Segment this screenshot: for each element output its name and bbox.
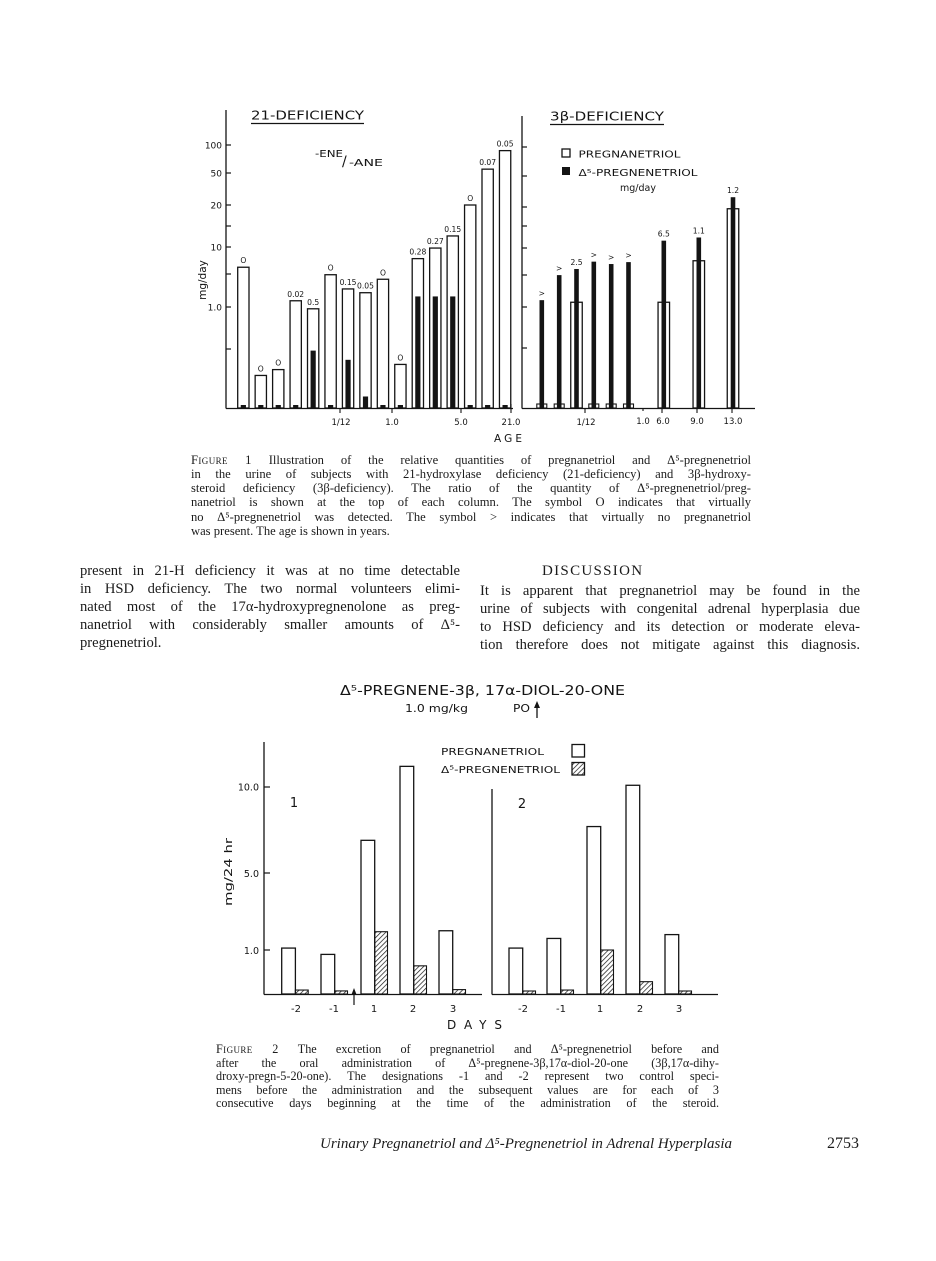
fig1-ytick-label: 10 xyxy=(210,243,222,254)
fig2-bar-pregnenetriol xyxy=(414,966,427,994)
fig1-bar-pregnanetriol xyxy=(465,205,476,408)
body-line: pregnenetriol. xyxy=(80,635,162,651)
fig2-bar-pregnanetriol xyxy=(282,948,296,994)
body-line: nated most of the 17α-hydroxypregnenolone as preg- xyxy=(80,599,460,615)
fig1-column-label: 0.27 xyxy=(426,237,444,247)
fig2-category-label: -2 xyxy=(291,1004,301,1015)
fig1-bar-pregnenetriol xyxy=(592,262,597,408)
fig1-bar-pregnenetriol-trace xyxy=(276,405,281,408)
fig2-bar-pregnenetriol xyxy=(561,990,574,994)
fig2-ytick-label: 1.0 xyxy=(243,946,259,957)
fig2-bar-pregnanetriol xyxy=(361,840,375,994)
fig1-column-label: > xyxy=(556,264,563,274)
fig2-category-label: 3 xyxy=(675,1004,683,1015)
fig1-bar-pregnenetriol xyxy=(345,360,350,408)
fig1-column-label: 0.15 xyxy=(444,224,462,234)
fig2-bar-pregnanetriol xyxy=(321,954,335,994)
fig2-category-label: 1 xyxy=(596,1004,604,1015)
fig1-bar-pregnenetriol xyxy=(662,241,667,408)
fig1-bar-pregnenetriol-trace xyxy=(468,405,473,408)
fig2-ytick-label: 5.0 xyxy=(243,869,259,880)
fig1-xtick-label: 1.0 xyxy=(636,417,650,427)
fig1-bar-pregnenetriol xyxy=(557,275,562,408)
caption-line xyxy=(216,1043,719,1057)
fig2-bar-pregnenetriol xyxy=(523,991,536,994)
fig1-bar-pregnenetriol-trace xyxy=(258,405,263,408)
fig2-legend-pregnenetriol: Δ⁵-PREGNENETRIOL xyxy=(441,765,561,776)
fig2-dose: 1.0 mg/kg xyxy=(405,703,468,715)
fig1-x-axis-label: AGE xyxy=(494,433,522,445)
caption-line: mens before the administration and the subsequent values are for each of 3 xyxy=(216,1083,719,1097)
fig2-x-axis-label: DAYS xyxy=(447,1018,502,1032)
fig1-bar-pregnanetriol xyxy=(395,364,406,408)
page-number: 2753 xyxy=(827,1135,859,1152)
fig1-bar-pregnenetriol-trace xyxy=(328,405,333,408)
fig1-bar-pregnenetriol xyxy=(731,197,736,408)
fig1-column-label: O xyxy=(467,194,474,203)
running-title: Urinary Pregnanetriol and Δ⁵-Pregnenetriol in Adrenal Hyperplasia xyxy=(320,1136,733,1152)
fig2-bar-pregnenetriol xyxy=(295,990,308,994)
fig1-column-label: 0.05 xyxy=(357,281,374,291)
body-line: tion therefore does not mitigate against this diagnosis. xyxy=(480,637,860,653)
fig1-xtick-label: 1/12 xyxy=(331,418,351,428)
fig1-bar-pregnenetriol xyxy=(697,237,702,408)
fig1-column-label: 0.07 xyxy=(479,158,497,168)
fig1-bar-pregnanetriol xyxy=(482,169,493,408)
fig2-category-label: 2 xyxy=(636,1004,644,1015)
fig1-bar-pregnenetriol xyxy=(626,262,631,408)
fig2-category-label: -2 xyxy=(518,1004,528,1015)
fig1-ytick-label: 100 xyxy=(204,141,222,152)
caption-line: droxy-pregn-5-20-one). The designations -1 and -2 represent two control speci- xyxy=(216,1070,719,1083)
fig2-bar-pregnanetriol xyxy=(547,938,561,994)
fig1-column-label: 0.28 xyxy=(409,247,427,257)
fig2-panel2-label: 2 xyxy=(517,797,527,812)
fig1-column-label: 6.5 xyxy=(657,229,670,239)
fig1-bar-pregnenetriol xyxy=(450,296,455,408)
fig1-bar-pregnenetriol-trace xyxy=(398,405,403,408)
fig1-ratio-numerator: -ENE xyxy=(315,149,343,160)
fig1-bar-pregnenetriol xyxy=(433,296,438,408)
body-line: urine of subjects with congenital adrenal hyperplasia due xyxy=(480,601,860,617)
fig1-column-label: O xyxy=(379,268,386,278)
fig1-legend-unit: mg/day xyxy=(620,183,656,194)
fig2-y-ticks xyxy=(264,787,270,950)
fig1-column-label: 2.5 xyxy=(570,257,583,267)
fig2-bar-pregnenetriol xyxy=(679,991,692,994)
fig1-bar-pregnanetriol xyxy=(273,370,284,408)
fig1-column-label: O xyxy=(275,358,282,368)
fig1-ratio-denominator: -ANE xyxy=(349,158,383,169)
figure2-label: Figure 2 xyxy=(216,1043,279,1056)
body-right-column xyxy=(480,582,860,654)
fig1-bar-pregnanetriol xyxy=(290,301,301,408)
fig1-xtick-label: 1.0 xyxy=(385,418,399,428)
caption-line: no Δ⁵-pregnenetriol was detected. The symbol > indicates that virtually no pregnanetriol xyxy=(191,509,751,524)
caption-line: was present. The age is shown in years. xyxy=(191,523,390,538)
fig2-bar-pregnanetriol xyxy=(665,935,679,994)
fig2-route: PO xyxy=(513,703,530,715)
fig1-column-label: O xyxy=(257,364,264,374)
fig1-bar-pregnanetriol xyxy=(238,267,249,408)
fig1-ytick-label: 1.0 xyxy=(207,303,222,314)
fig1-xtick-label: 5.0 xyxy=(454,418,468,428)
fig1-ytick-label: 20 xyxy=(210,201,222,212)
fig1-left-panel-title: 21-DEFICIENCY xyxy=(251,108,365,123)
fig2-category-label: -1 xyxy=(329,1004,339,1015)
caption-text: The excretion of pregnanetriol and Δ⁵-pregnenetriol before and xyxy=(297,1043,719,1056)
fig2-bars xyxy=(282,766,692,994)
fig1-xtick-label: 1/12 xyxy=(576,418,596,428)
body-left-column xyxy=(80,562,460,652)
fig1-column-label: > xyxy=(625,251,632,261)
fig1-bar-pregnenetriol-trace xyxy=(503,405,508,408)
body-line: present in 21-H deficiency it was at no time detectable xyxy=(80,563,460,579)
body-line: in HSD deficiency. The two normal volunteers elimi- xyxy=(80,581,460,597)
fig2-bar-pregnenetriol xyxy=(335,991,348,994)
fig1-bar-pregnenetriol xyxy=(609,264,614,408)
fig2-bar-pregnanetriol xyxy=(439,931,453,994)
legend-open-square-icon xyxy=(572,745,585,758)
fig1-bar-pregnanetriol xyxy=(499,151,510,408)
up-arrow-icon xyxy=(534,701,540,718)
body-line: to HSD deficiency and its detection or moderate eleva- xyxy=(480,619,860,635)
fig1-right-y-ticks xyxy=(522,147,527,348)
fig1-bars xyxy=(238,140,740,408)
fig1-y-axis-label: mg/day xyxy=(197,260,209,300)
fig2-category-label: 1 xyxy=(370,1004,378,1015)
fig1-xtick-label: 9.0 xyxy=(690,417,704,427)
caption-line: nanetriol is shown at the top of each column. The symbol O indicates that virtually xyxy=(191,495,751,510)
fig1-column-label: 0.05 xyxy=(496,139,514,149)
fig1-bar-pregnanetriol xyxy=(360,293,371,408)
figure2-chart xyxy=(222,684,718,1032)
figure2-caption xyxy=(216,1043,719,1111)
fig2-bar-pregnenetriol xyxy=(453,990,466,994)
fig1-xtick-label: 6.0 xyxy=(656,417,670,427)
fig1-column-label: 1.2 xyxy=(726,186,740,196)
fig1-column-label: 0.15 xyxy=(339,277,357,287)
fig1-bar-pregnenetriol xyxy=(540,300,545,408)
fig1-bar-pregnenetriol xyxy=(363,396,368,408)
figure1-label: Figure 1 xyxy=(191,453,252,467)
fig2-bar-pregnanetriol xyxy=(509,948,523,994)
fig1-column-label: 1.1 xyxy=(692,226,705,236)
fig1-bar-pregnanetriol xyxy=(325,275,336,408)
fig1-bar-pregnenetriol xyxy=(311,351,316,408)
caption-text: Illustration of the relative quantities of pregnanetriol and Δ⁵-pregnenetriol xyxy=(268,453,751,467)
body-line: It is apparent that pregnanetriol may be found in the xyxy=(480,583,860,599)
fig1-column-label: > xyxy=(538,289,545,299)
body-line: nanetriol with considerably smaller amounts of Δ⁵- xyxy=(80,617,460,633)
fig1-legend-pregnenetriol: Δ⁵-PREGNENETRIOL xyxy=(578,168,699,179)
fig1-xtick-label: 21.0 xyxy=(501,418,521,428)
fig2-bar-pregnanetriol xyxy=(626,785,640,994)
caption-line xyxy=(191,453,751,467)
fig1-column-label: O xyxy=(327,263,334,273)
fig2-category-label: 3 xyxy=(449,1004,457,1015)
fig2-category-label: 2 xyxy=(409,1004,417,1015)
fig1-right-panel-title: 3β-DEFICIENCY xyxy=(550,109,665,124)
caption-line: in the urine of subjects with 21-hydroxylase deficiency (21-deficiency) and 3β-hydroxy- xyxy=(191,467,751,482)
fig1-bar-pregnenetriol-trace xyxy=(241,405,246,408)
fig1-column-label: O xyxy=(397,353,404,363)
fig2-bar-pregnanetriol xyxy=(400,766,414,994)
legend-open-square-icon xyxy=(562,149,570,157)
fig2-bar-pregnenetriol xyxy=(640,982,653,994)
fig1-bar-pregnanetriol xyxy=(377,279,388,408)
fig1-bar-pregnenetriol xyxy=(574,269,579,408)
fig2-legend-pregnanetriol: PREGNANETRIOL xyxy=(441,747,545,758)
fig1-legend-pregnanetriol: PREGNANETRIOL xyxy=(578,149,682,161)
fig2-panel1-label: 1 xyxy=(289,796,299,811)
fig1-bar-pregnenetriol xyxy=(415,296,420,408)
fig2-bar-pregnenetriol xyxy=(601,950,614,994)
fig1-bar-pregnenetriol-trace xyxy=(380,405,385,408)
fig1-column-label: 0.5 xyxy=(307,297,320,307)
fig2-bar-pregnanetriol xyxy=(587,827,601,994)
fig2-y-axis-label: mg/24 hr xyxy=(222,855,235,906)
fig1-bar-pregnenetriol-trace xyxy=(293,405,298,408)
figure1-chart xyxy=(197,109,755,446)
fig1-xtick-label: 13.0 xyxy=(723,417,743,427)
legend-hatched-square-icon xyxy=(572,763,585,776)
caption-line: steroid deficiency (3β-deficiency). The ratio of the quantity of Δ⁵-pregnenetriol/preg- xyxy=(191,481,751,496)
fig1-ratio-slash: / xyxy=(342,154,347,170)
fig1-column-label: > xyxy=(590,250,597,260)
figure1-caption xyxy=(191,453,751,538)
caption-line: consecutive days beginning at the time of the administration of the steroid. xyxy=(216,1097,719,1110)
fig1-column-label: > xyxy=(608,253,615,263)
fig2-category-label: -1 xyxy=(556,1004,566,1015)
fig1-bar-pregnanetriol xyxy=(255,375,266,408)
fig2-bar-pregnenetriol xyxy=(375,932,388,994)
fig1-ytick-label: 50 xyxy=(210,169,222,180)
fig2-ytick-label: 10.0 xyxy=(237,782,259,794)
caption-line: after the oral administration of Δ⁵-pregnene-3β,17α-diol-20-one (3β,17α-dihy- xyxy=(216,1056,719,1070)
administration-arrow-icon xyxy=(352,988,357,1005)
fig1-bar-pregnenetriol-trace xyxy=(485,405,490,408)
fig2-title: Δ⁵-PREGNENE-3β, 17α-DIOL-20-ONE xyxy=(340,684,625,699)
fig1-column-label: 0.02 xyxy=(287,289,305,299)
fig1-column-label: O xyxy=(240,256,247,266)
discussion-heading: DISCUSSION xyxy=(542,563,644,579)
fig1-left-y-ticks xyxy=(226,145,231,349)
legend-solid-square-icon xyxy=(562,167,570,175)
